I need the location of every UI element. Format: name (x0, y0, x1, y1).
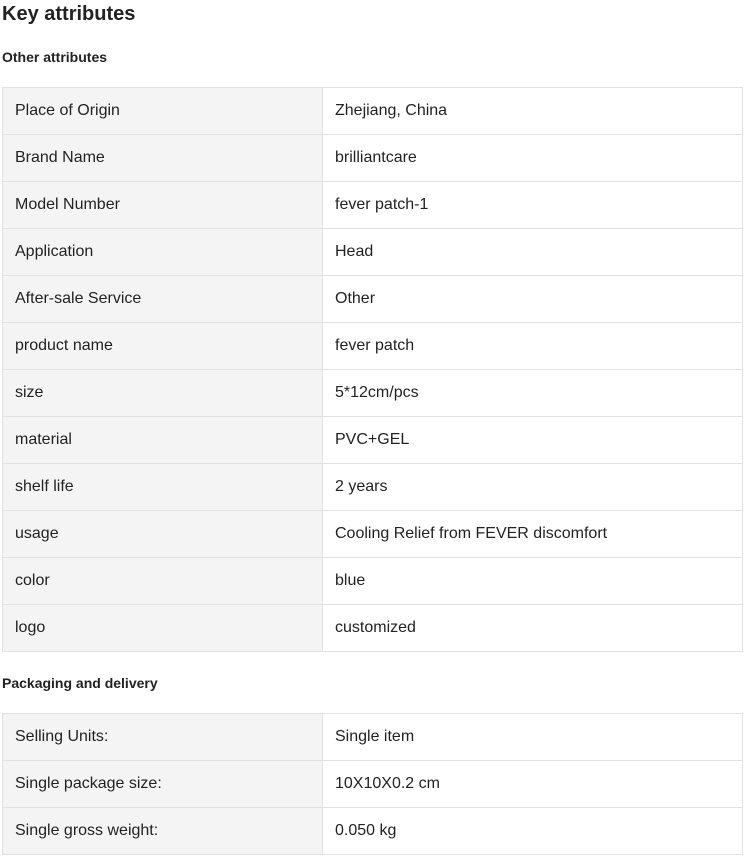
table-row (3, 511, 743, 558)
attribute-value: Zhejiang, China (323, 88, 743, 135)
attribute-value: Single item (323, 714, 743, 761)
packaging-delivery-table (2, 713, 743, 855)
table-row (3, 808, 743, 855)
attribute-value: 2 years (323, 464, 743, 511)
attribute-key: Brand Name (3, 135, 323, 182)
table-row (3, 558, 743, 605)
attribute-key: color (3, 558, 323, 605)
table-row (3, 323, 743, 370)
table-row (3, 182, 743, 229)
page-title: Key attributes (2, 3, 136, 25)
attribute-value: blue (323, 558, 743, 605)
attribute-key: Selling Units: (3, 714, 323, 761)
attribute-key: size (3, 370, 323, 417)
attribute-key: Single gross weight: (3, 808, 323, 855)
table-row (3, 714, 743, 761)
attribute-key: Place of Origin (3, 88, 323, 135)
other-attributes-table (2, 87, 743, 652)
attribute-value: Other (323, 276, 743, 323)
section-title-other-attributes: Other attributes (2, 49, 108, 65)
attribute-value: 10X10X0.2 cm (323, 761, 743, 808)
attribute-key: usage (3, 511, 323, 558)
table-row (3, 88, 743, 135)
attribute-key: Application (3, 229, 323, 276)
table-row (3, 276, 743, 323)
attribute-key: product name (3, 323, 323, 370)
attribute-key: Model Number (3, 182, 323, 229)
table-row (3, 135, 743, 182)
attribute-key: Single package size: (3, 761, 323, 808)
attribute-value: fever patch (323, 323, 743, 370)
section-title-packaging-delivery: Packaging and delivery (2, 675, 158, 691)
attribute-key: After-sale Service (3, 276, 323, 323)
attribute-key: material (3, 417, 323, 464)
attribute-value: brilliantcare (323, 135, 743, 182)
attribute-value: fever patch-1 (323, 182, 743, 229)
attribute-value: 0.050 kg (323, 808, 743, 855)
attribute-value: Cooling Relief from FEVER discomfort (323, 511, 743, 558)
attribute-value: customized (323, 605, 743, 652)
attribute-value: 5*12cm/pcs (323, 370, 743, 417)
table-row (3, 417, 743, 464)
table-row (3, 370, 743, 417)
table-row (3, 605, 743, 652)
attribute-key: shelf life (3, 464, 323, 511)
table-row (3, 761, 743, 808)
attribute-key: logo (3, 605, 323, 652)
attribute-value: Head (323, 229, 743, 276)
attribute-value: PVC+GEL (323, 417, 743, 464)
table-row (3, 229, 743, 276)
table-row (3, 464, 743, 511)
